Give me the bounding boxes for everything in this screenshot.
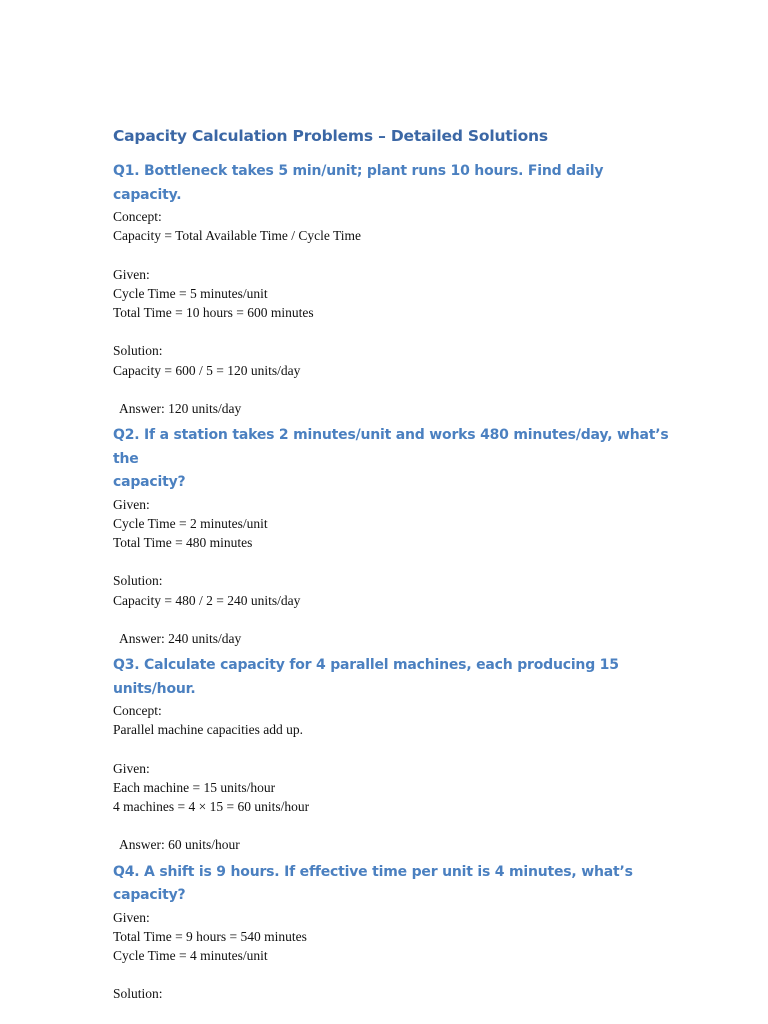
given-label: Given: — [113, 909, 150, 925]
given-line: Total Time = 10 hours = 600 minutes — [113, 304, 314, 320]
concept-line: Capacity = Total Available Time / Cycle Time — [113, 228, 362, 244]
question-2-heading-line-2: capacity? — [113, 474, 186, 491]
given-line: Cycle Time = 5 minutes/unit — [113, 285, 268, 301]
given-line: Total Time = 9 hours = 540 minutes — [113, 928, 307, 944]
given-line: Each machine = 15 units/hour — [113, 779, 276, 795]
answer-line: Answer: 120 units/day — [119, 400, 242, 416]
blank-line — [113, 552, 673, 571]
document-title: Capacity Calculation Problems – Detailed Solutions — [113, 127, 548, 145]
blank-line — [113, 380, 673, 399]
blank-line — [113, 816, 673, 835]
given-line: Cycle Time = 2 minutes/unit — [113, 515, 268, 531]
given-line: 4 machines = 4 × 15 = 60 units/hour — [113, 799, 310, 814]
blank-line — [113, 322, 673, 341]
blank-line — [113, 965, 673, 984]
question-2-heading — [113, 424, 673, 495]
solution-line: Capacity = 480 / 2 = 240 units/day — [113, 592, 301, 608]
given-line: Total Time = 480 minutes — [113, 534, 253, 550]
blank-line — [113, 739, 673, 758]
solution-label: Solution: — [113, 573, 163, 589]
question-2 — [113, 424, 673, 648]
question-2-heading-line-1: Q2. If a station takes 2 minutes/unit and works 480 minutes/day, what’s the — [113, 427, 669, 467]
solution-label: Solution: — [113, 343, 163, 359]
solution-label: Solution: — [113, 986, 163, 1002]
given-label: Given: — [113, 760, 150, 776]
blank-line — [113, 610, 673, 629]
question-3-heading: Q3. Calculate capacity for 4 parallel machines, each producing 15 units/hour. — [113, 657, 619, 697]
question-1 — [113, 160, 673, 418]
concept-label: Concept: — [113, 209, 162, 224]
blank-line — [113, 245, 673, 264]
given-line: Cycle Time = 4 minutes/unit — [113, 947, 268, 963]
question-1-heading: Q1. Bottleneck takes 5 min/unit; plant runs 10 hours. Find daily capacity. — [113, 163, 604, 203]
given-label: Given: — [113, 496, 150, 512]
given-label: Given: — [113, 266, 150, 282]
solution-line: Capacity = 600 / 5 = 120 units/day — [113, 362, 301, 378]
answer-line: Answer: 240 units/day — [119, 630, 242, 646]
document-page — [113, 124, 673, 1004]
question-4 — [113, 861, 673, 1004]
concept-label: Concept: — [113, 703, 162, 719]
question-3 — [113, 654, 673, 855]
answer-line: Answer: 60 units/hour — [119, 837, 240, 853]
spacer — [113, 148, 673, 160]
question-4-heading: Q4. A shift is 9 hours. If effective time per unit is 4 minutes, what’s capacity? — [113, 863, 633, 904]
concept-line: Parallel machine capacities add up. — [113, 722, 304, 738]
